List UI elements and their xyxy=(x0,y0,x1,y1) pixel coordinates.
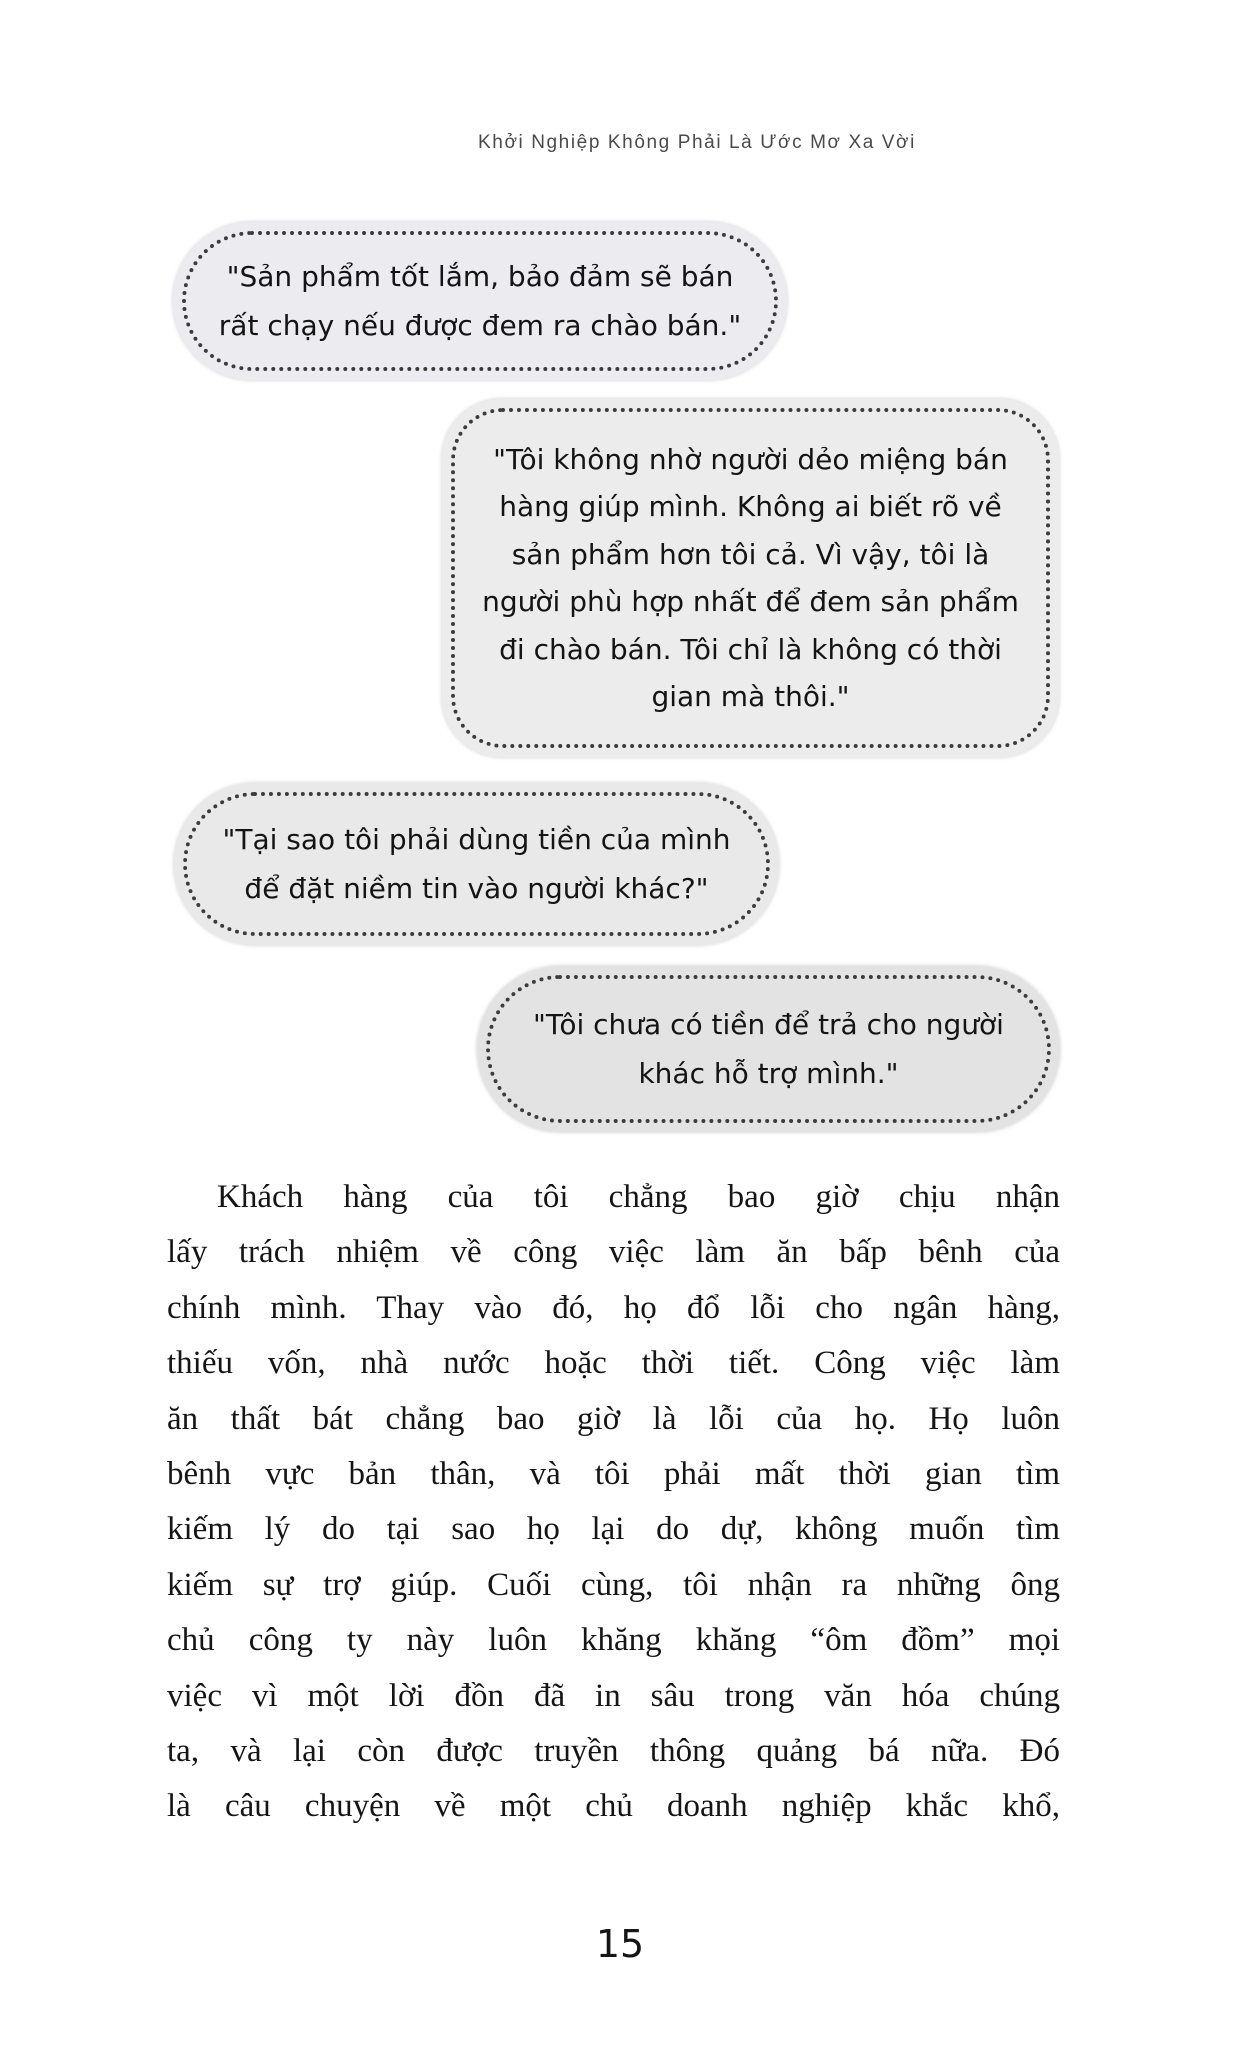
quote-bubble-1 xyxy=(173,222,787,380)
quote-text xyxy=(477,966,1060,1132)
body-line: kiếm sự trợ giúp. Cuối cùng, tôi nhận ra những ông xyxy=(167,1566,1060,1603)
quote-bubble-2 xyxy=(442,399,1059,757)
quote-line: "Tôi không nhờ người dẻo miệng bán xyxy=(493,442,1008,476)
body-line: thiếu vốn, nhà nước hoặc thời tiết. Công việc làm xyxy=(167,1345,1060,1382)
quote-text xyxy=(174,783,779,945)
body-line: kiếm lý do tại sao họ lại do dự, không muốn tìm xyxy=(167,1511,1060,1548)
body-paragraph xyxy=(167,1170,1060,1835)
body-line: việc vì một lời đồn đã in sâu trong văn hóa chúng xyxy=(167,1677,1060,1714)
quote-line: gian mà thôi." xyxy=(651,680,850,713)
body-line: chính mình. Thay vào đó, họ đổ lỗi cho ngân hàng, xyxy=(167,1289,1060,1326)
quote-line: để đặt niềm tin vào người khác?" xyxy=(244,872,709,905)
body-line: chủ công ty này luôn khăng khăng “ôm đồm” mọi xyxy=(167,1622,1060,1659)
quote-line: "Tại sao tôi phải dùng tiền của mình xyxy=(222,823,731,856)
quote-line: người phù hợp nhất để đem sản phẩm xyxy=(482,585,1019,618)
quote-text xyxy=(442,399,1059,757)
page-number: 15 xyxy=(595,1922,645,1966)
body-line: bênh vực bản thân, và tôi phải mất thời gian tìm xyxy=(167,1456,1060,1493)
body-line: ta, và lại còn được truyền thông quảng bá nữa. Đó xyxy=(167,1733,1060,1770)
quote-line: hàng giúp mình. Không ai biết rõ về xyxy=(499,490,1002,523)
quote-line: rất chạy nếu được đem ra chào bán." xyxy=(218,309,742,342)
quote-line: khác hỗ trợ mình." xyxy=(638,1057,899,1090)
quote-text xyxy=(173,222,787,380)
quote-bubble-4 xyxy=(477,966,1060,1132)
body-line: ăn thất bát chẳng bao giờ là lỗi của họ. Họ luôn xyxy=(167,1400,1060,1437)
quote-bubble-3 xyxy=(174,783,779,945)
body-line: lấy trách nhiệm về công việc làm ăn bấp bênh của xyxy=(167,1234,1060,1271)
body-line: Khách hàng của tôi chẳng bao giờ chịu nhận xyxy=(217,1179,1060,1215)
body-line: là câu chuyện về một chủ doanh nghiệp khắc khổ, xyxy=(167,1788,1060,1825)
quote-line: "Tôi chưa có tiền để trả cho người xyxy=(533,1008,1004,1041)
quote-line: sản phẩm hơn tôi cả. Vì vậy, tôi là xyxy=(511,537,990,571)
running-header: Khởi Nghiệp Không Phải Là Ước Mơ Xa Vời xyxy=(478,132,916,153)
quote-line: đi chào bán. Tôi chỉ là không có thời xyxy=(499,632,1002,666)
quote-line: "Sản phẩm tốt lắm, bảo đảm sẽ bán xyxy=(226,260,734,293)
